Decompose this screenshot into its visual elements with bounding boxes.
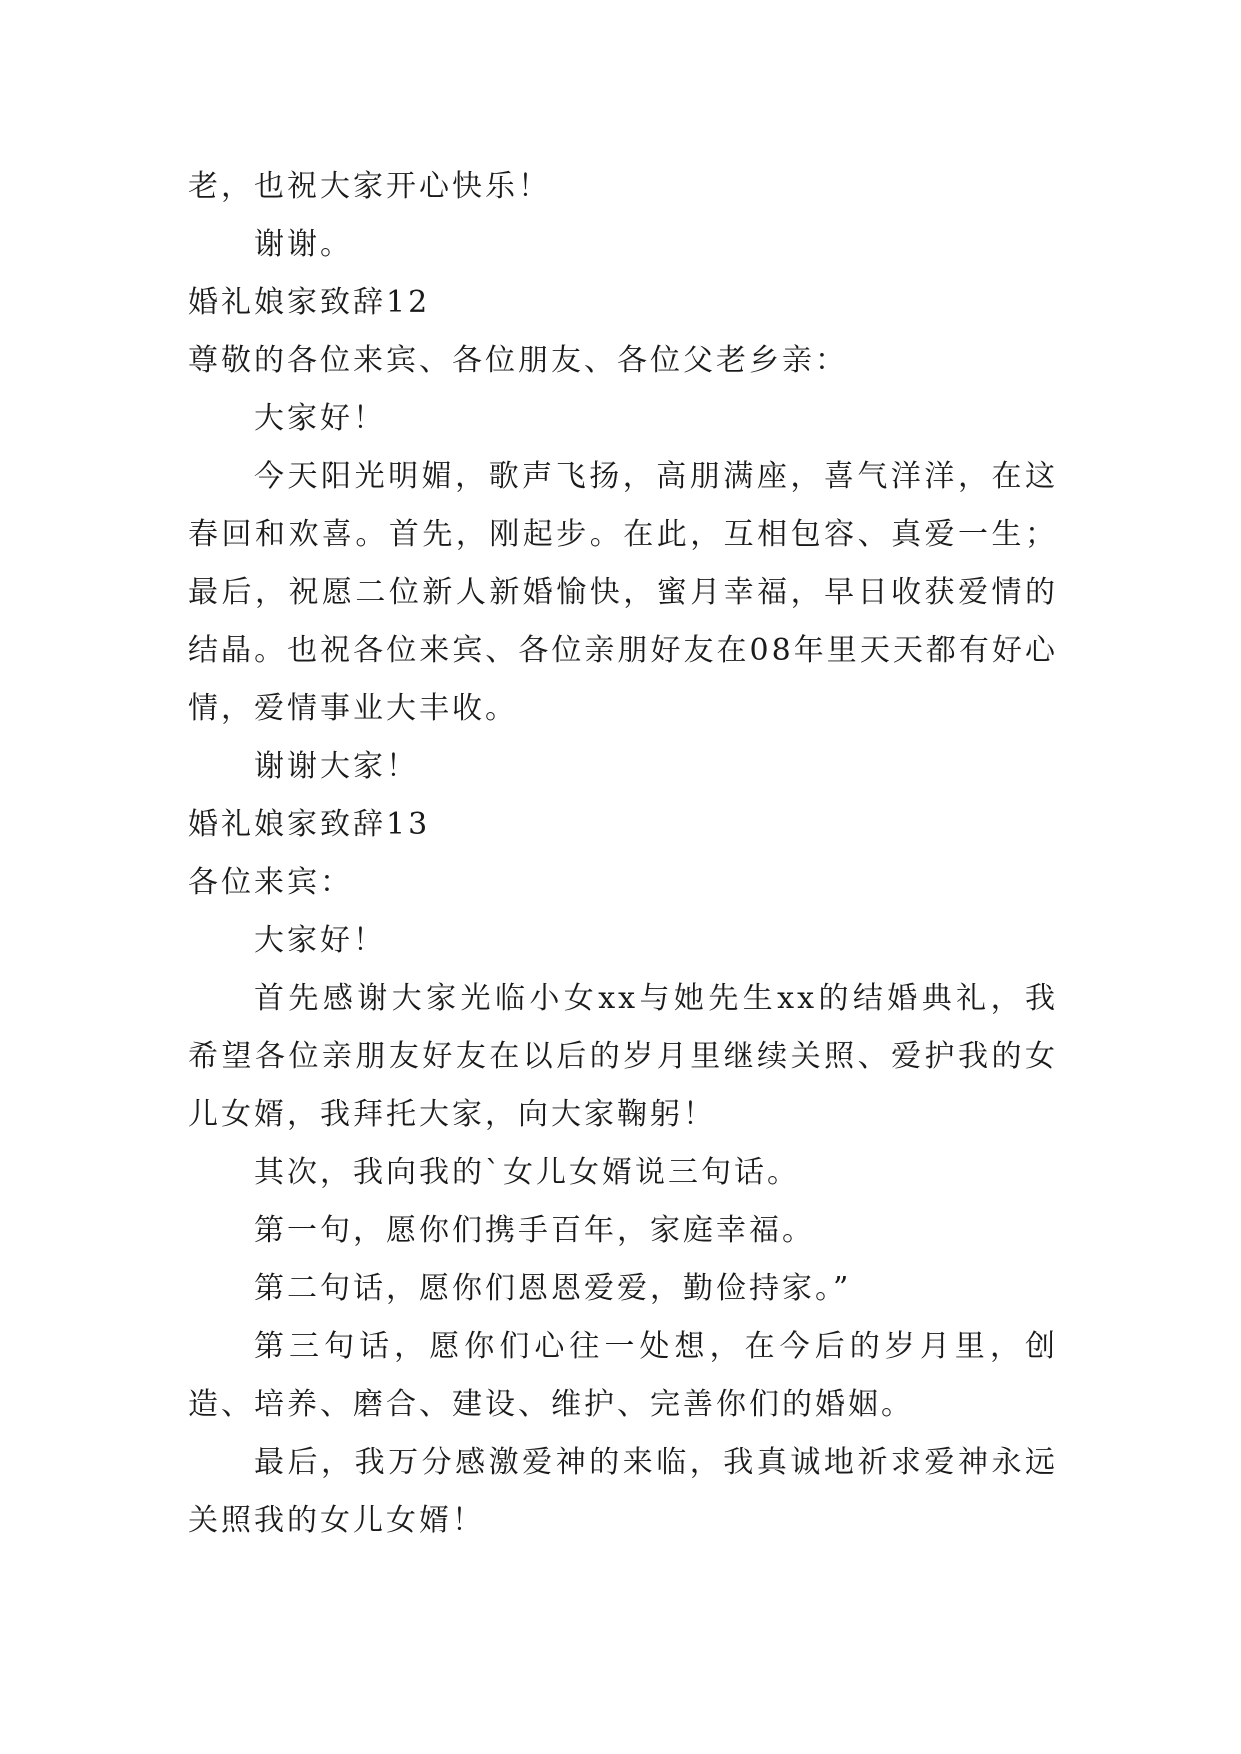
salutation: 尊敬的各位来宾、各位朋友、各位父老乡亲：: [188, 343, 848, 378]
paragraph: 今天阳光明媚，歌声飞扬，高朋满座，喜气洋洋，在这春回和欢喜。首先，刚起步。在此，互相包容、真爱一生；最后，祝愿二位新人新婚愉快，蜜月幸福，早日收获爱情的结晶。也祝各位来宾、各位亲朋好友在08年里天天都有好心情，爱情事业大丰收。: [188, 459, 1058, 726]
paragraph: 谢谢。: [254, 227, 353, 262]
document-body: [188, 158, 1058, 1550]
section-heading: 婚礼娘家致辞13: [188, 807, 431, 842]
paragraph: 最后，我万分感激爱神的来临，我真诚地祈求爱神永远关照我的女儿女婿！: [188, 1445, 1058, 1538]
paragraph: 第一句，愿你们携手百年，家庭幸福。: [254, 1213, 815, 1248]
section-heading: 婚礼娘家致辞12: [188, 285, 431, 320]
paragraph: 其次，我向我的`女儿女婿说三句话。: [254, 1155, 800, 1190]
salutation: 各位来宾：: [188, 865, 353, 900]
paragraph: 第三句话，愿你们心往一处想，在今后的岁月里，创造、培养、磨合、建设、维护、完善你们的婚姻。: [188, 1329, 1058, 1422]
paragraph: 首先感谢大家光临小女xx与她先生xx的结婚典礼，我希望各位亲朋友好友在以后的岁月里继续关照、爱护我的女儿女婿，我拜托大家，向大家鞠躬！: [188, 981, 1058, 1132]
greeting: 大家好！: [254, 923, 386, 958]
paragraph: 老，也祝大家开心快乐！: [188, 169, 551, 204]
paragraph: 第二句话，愿你们恩恩爱爱，勤俭持家。”: [254, 1271, 852, 1306]
closing: 谢谢大家！: [254, 749, 419, 784]
greeting: 大家好！: [254, 401, 386, 436]
